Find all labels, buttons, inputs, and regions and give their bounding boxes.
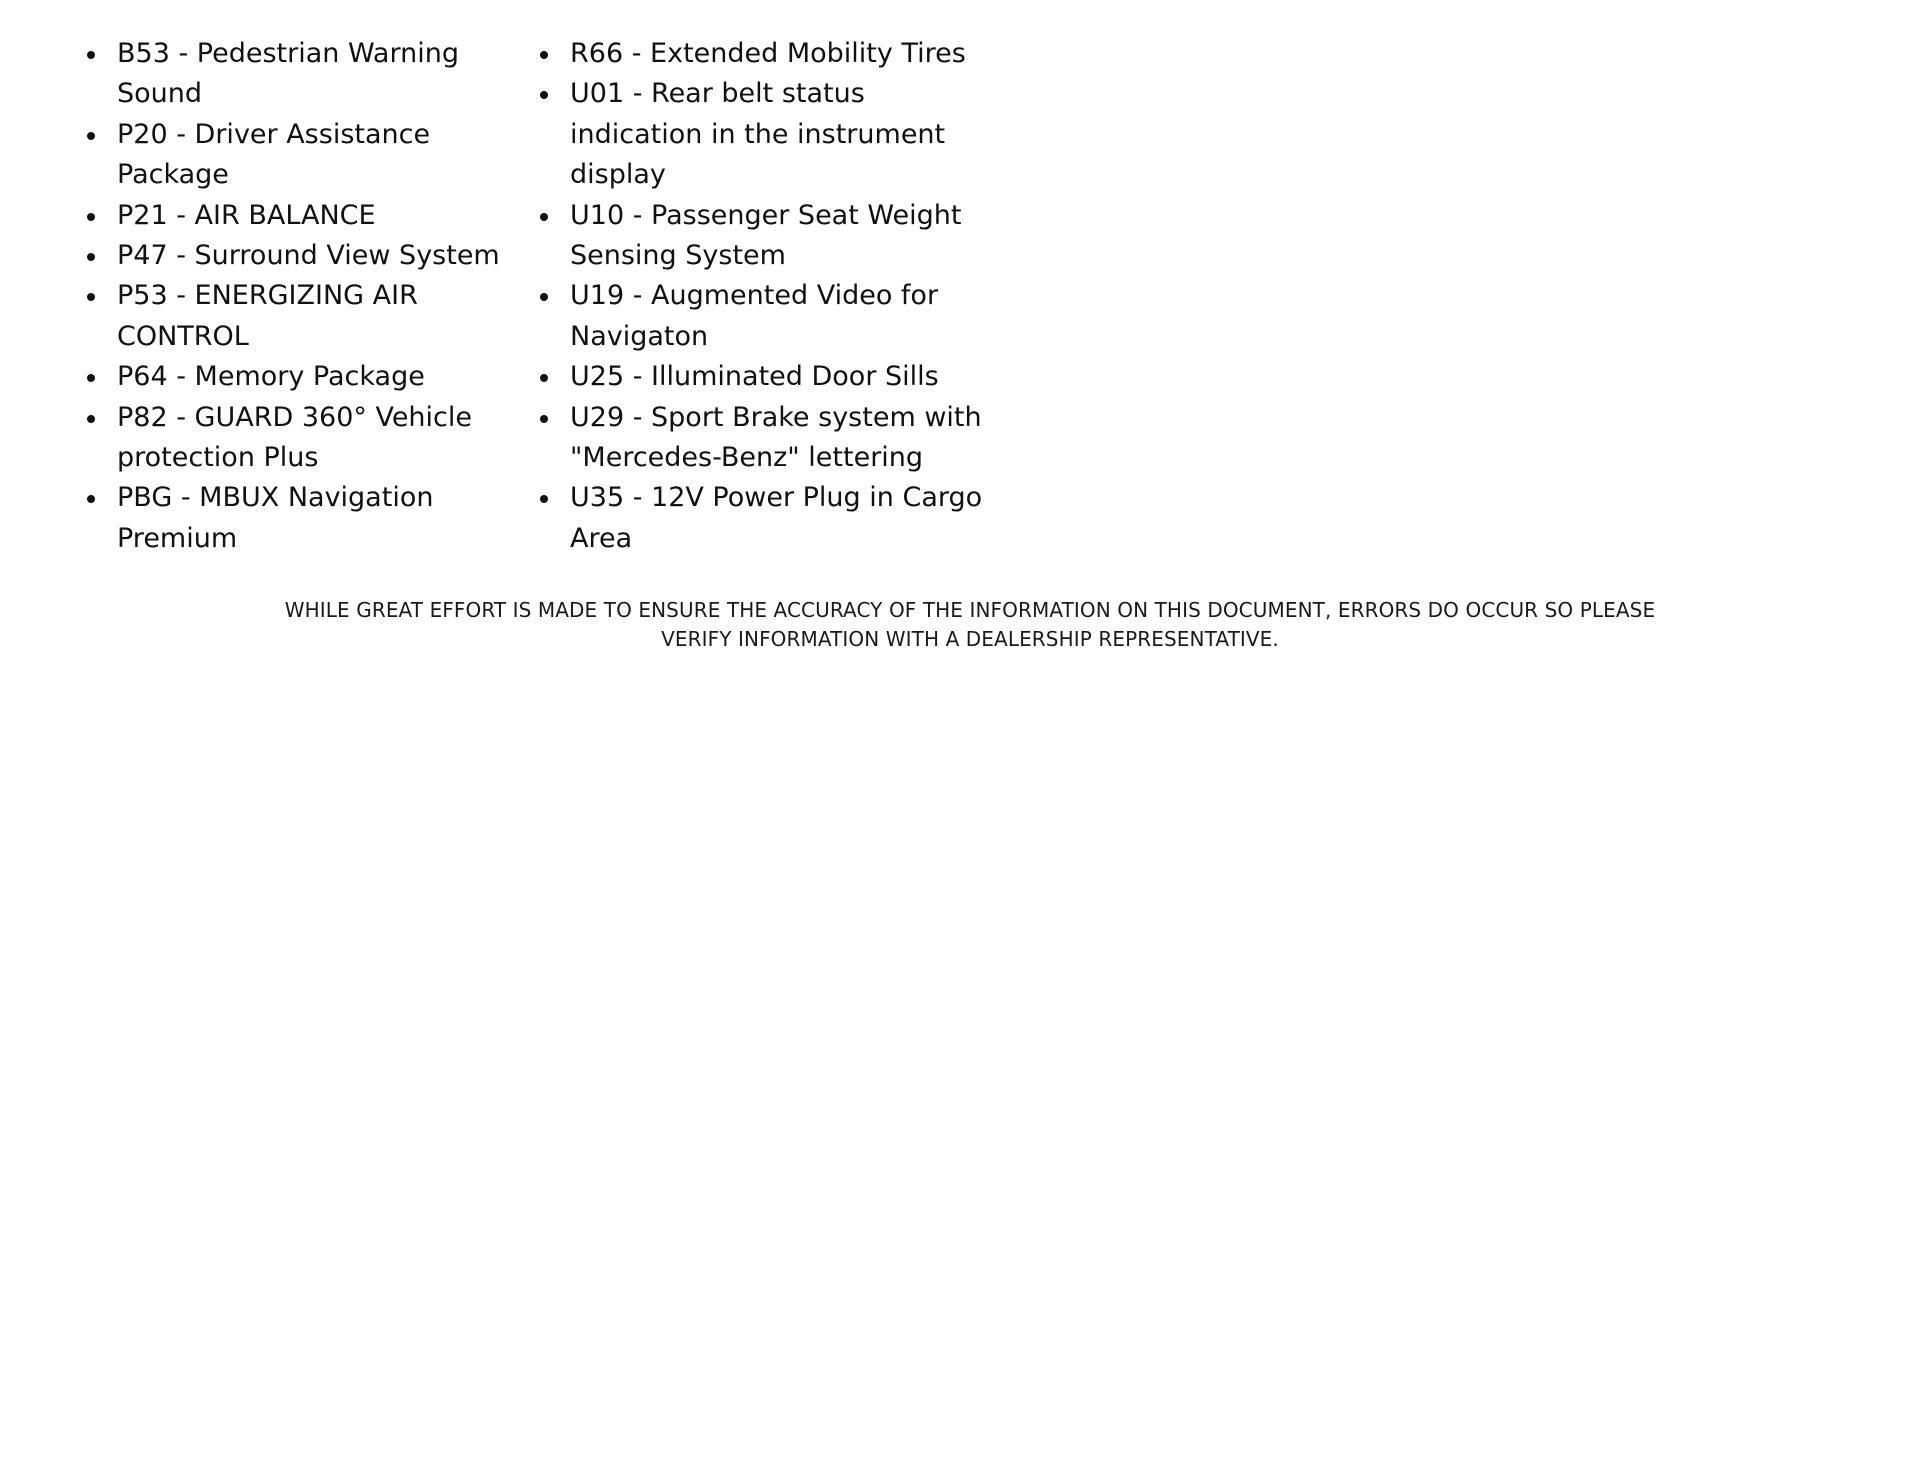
option-item: P53 - ENERGIZING AIR CONTROL [117,276,512,357]
option-item: U35 - 12V Power Plug in Cargo Area [570,478,1000,559]
disclaimer [200,596,1740,654]
option-item: U29 - Sport Brake system with "Mercedes-Benz" lettering [570,398,1000,479]
options-column-left [117,34,512,559]
option-item: U10 - Passenger Seat Weight Sensing System [570,196,1000,277]
option-item: U01 - Rear belt status indication in the instrument display [570,74,1000,195]
option-item: R66 - Extended Mobility Tires [570,34,1000,74]
option-item: P64 - Memory Package [117,357,512,397]
option-item: U19 - Augmented Video for Navigaton [570,276,1000,357]
disclaimer-line-1: WHILE GREAT EFFORT IS MADE TO ENSURE THE ACCURACY OF THE INFORMATION ON THIS DOCUMENT, ERRORS DO OCCUR SO PLEASE [284,598,1656,622]
option-item: PBG - MBUX Navigation Premium [117,478,512,559]
option-item: U25 - Illuminated Door Sills [570,357,1000,397]
option-item: B53 - Pedestrian Warning Sound [117,34,512,115]
option-item: P20 - Driver Assistance Package [117,115,512,196]
disclaimer-line-2: VERIFY INFORMATION WITH A DEALERSHIP REPRESENTATIVE. [661,627,1279,651]
option-item: P21 - AIR BALANCE [117,196,512,236]
option-item: P47 - Surround View System [117,236,512,276]
option-item: P82 - GUARD 360° Vehicle protection Plus [117,398,512,479]
options-column-right [570,34,1000,559]
